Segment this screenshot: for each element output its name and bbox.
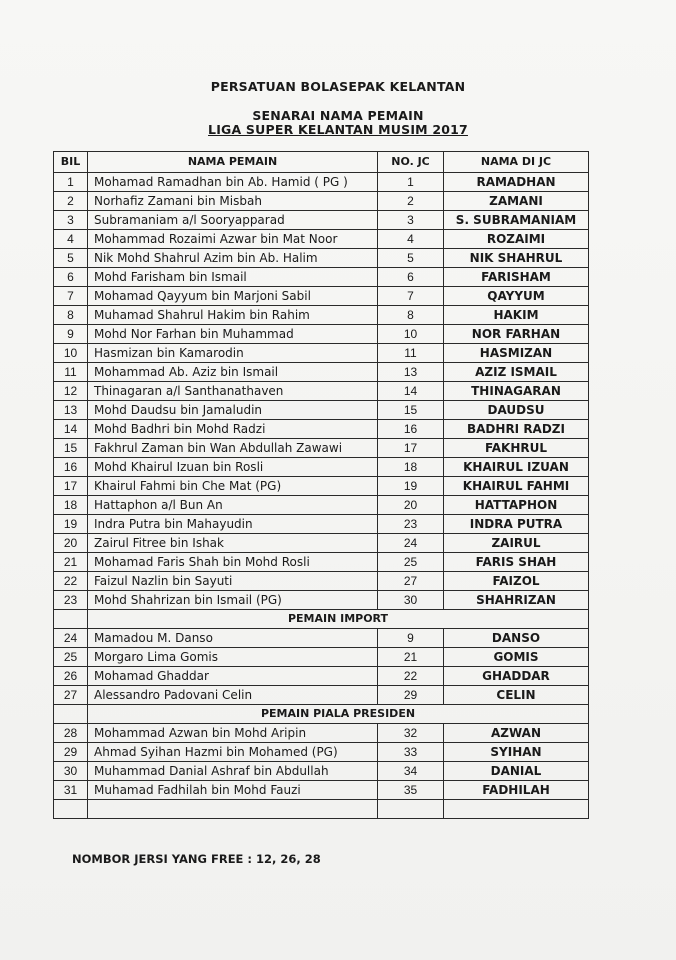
empty-row: [54, 800, 589, 819]
table-row: [54, 401, 589, 420]
player-name-cell: Mohammad Azwan bin Mohd Aripin: [88, 724, 378, 743]
presiden-section-row: [54, 705, 589, 724]
jersey-number-cell: 14: [378, 382, 444, 401]
table-row: [54, 363, 589, 382]
jersey-name-cell: DAUDSU: [444, 401, 589, 420]
player-name-cell: Khairul Fahmi bin Che Mat (PG): [88, 477, 378, 496]
player-number-cell: 20: [54, 534, 88, 553]
table-row: [54, 268, 589, 287]
list-title: SENARAI NAMA PEMAIN: [252, 108, 424, 123]
jersey-name-cell: ZAMANI: [444, 192, 589, 211]
player-name-cell: Mohammad Rozaimi Azwar bin Mat Noor: [88, 230, 378, 249]
organization-title: PERSATUAN BOLASEPAK KELANTAN: [210, 79, 466, 94]
table-row: [54, 496, 589, 515]
jersey-number-cell: 33: [378, 743, 444, 762]
jersey-number-cell: 29: [378, 686, 444, 705]
table-row: [54, 287, 589, 306]
import-section-row: [54, 610, 589, 629]
table-row: [54, 249, 589, 268]
player-name-cell: Mohd Shahrizan bin Ismail (PG): [88, 591, 378, 610]
player-name-cell: Mohamad Ramadhan bin Ab. Hamid ( PG ): [88, 173, 378, 192]
jersey-number-cell: 34: [378, 762, 444, 781]
jersey-name-cell: KHAIRUL IZUAN: [444, 458, 589, 477]
table-row: [54, 230, 589, 249]
table-row: [54, 477, 589, 496]
table-row: [54, 762, 589, 781]
jersey-name-cell: SYIHAN: [444, 743, 589, 762]
jersey-number-cell: 5: [378, 249, 444, 268]
player-name-cell: Alessandro Padovani Celin: [88, 686, 378, 705]
column-header-name: NAMA PEMAIN: [88, 152, 378, 173]
player-name-cell: Hasmizan bin Kamarodin: [88, 344, 378, 363]
player-number-cell: 25: [54, 648, 88, 667]
jersey-number-cell: 32: [378, 724, 444, 743]
jersey-number-cell: 27: [378, 572, 444, 591]
player-roster-table: [53, 151, 589, 819]
table-row: [54, 743, 589, 762]
jersey-number-cell: 20: [378, 496, 444, 515]
jersey-name-cell: INDRA PUTRA: [444, 515, 589, 534]
player-number-cell: 9: [54, 325, 88, 344]
jersey-number-cell: 19: [378, 477, 444, 496]
presiden-section-title: PEMAIN PIALA PRESIDEN: [88, 705, 589, 724]
empty-cell: [54, 800, 88, 819]
jersey-name-cell: NIK SHAHRUL: [444, 249, 589, 268]
empty-cell: [88, 800, 378, 819]
player-number-cell: 4: [54, 230, 88, 249]
jersey-name-cell: DANIAL: [444, 762, 589, 781]
player-name-cell: Nik Mohd Shahrul Azim bin Ab. Halim: [88, 249, 378, 268]
jersey-number-cell: 23: [378, 515, 444, 534]
player-number-cell: 12: [54, 382, 88, 401]
player-number-cell: 16: [54, 458, 88, 477]
jersey-number-cell: 11: [378, 344, 444, 363]
table-row: [54, 591, 589, 610]
empty-cell: [444, 800, 589, 819]
column-header-bil: BIL: [54, 152, 88, 173]
jersey-name-cell: FARISHAM: [444, 268, 589, 287]
jersey-name-cell: FAKHRUL: [444, 439, 589, 458]
player-name-cell: Muhammad Danial Ashraf bin Abdullah: [88, 762, 378, 781]
free-jersey-numbers: NOMBOR JERSI YANG FREE : 12, 26, 28: [72, 852, 321, 866]
empty-cell: [378, 800, 444, 819]
jersey-number-cell: 10: [378, 325, 444, 344]
player-number-cell: 26: [54, 667, 88, 686]
jersey-name-cell: RAMADHAN: [444, 173, 589, 192]
player-number-cell: 29: [54, 743, 88, 762]
jersey-number-cell: 9: [378, 629, 444, 648]
jersey-name-cell: HASMIZAN: [444, 344, 589, 363]
table-row: [54, 458, 589, 477]
player-number-cell: 28: [54, 724, 88, 743]
jersey-name-cell: SHAHRIZAN: [444, 591, 589, 610]
section-blank-cell: [54, 610, 88, 629]
jersey-number-cell: 25: [378, 553, 444, 572]
player-number-cell: 6: [54, 268, 88, 287]
table-row: [54, 534, 589, 553]
jersey-number-cell: 16: [378, 420, 444, 439]
table-body: [54, 173, 589, 819]
player-number-cell: 5: [54, 249, 88, 268]
jersey-name-cell: FAIZOL: [444, 572, 589, 591]
jersey-number-cell: 30: [378, 591, 444, 610]
table-row: [54, 686, 589, 705]
table-row: [54, 325, 589, 344]
player-number-cell: 10: [54, 344, 88, 363]
player-number-cell: 3: [54, 211, 88, 230]
table-row: [54, 724, 589, 743]
table-row: [54, 629, 589, 648]
import-section-title: PEMAIN IMPORT: [88, 610, 589, 629]
jersey-number-cell: 13: [378, 363, 444, 382]
player-name-cell: Fakhrul Zaman bin Wan Abdullah Zawawi: [88, 439, 378, 458]
jersey-number-cell: 35: [378, 781, 444, 800]
table-row: [54, 572, 589, 591]
table-row: [54, 420, 589, 439]
jersey-name-cell: HATTAPHON: [444, 496, 589, 515]
table-row: [54, 306, 589, 325]
jersey-number-cell: 4: [378, 230, 444, 249]
jersey-name-cell: CELIN: [444, 686, 589, 705]
jersey-number-cell: 6: [378, 268, 444, 287]
jersey-name-cell: HAKIM: [444, 306, 589, 325]
player-name-cell: Muhamad Shahrul Hakim bin Rahim: [88, 306, 378, 325]
player-number-cell: 7: [54, 287, 88, 306]
table-row: [54, 553, 589, 572]
player-number-cell: 27: [54, 686, 88, 705]
jersey-number-cell: 17: [378, 439, 444, 458]
table-header-row: [54, 152, 589, 173]
league-title: LIGA SUPER KELANTAN MUSIM 2017: [208, 122, 468, 137]
player-name-cell: Norhafiz Zamani bin Misbah: [88, 192, 378, 211]
player-number-cell: 31: [54, 781, 88, 800]
jersey-name-cell: FARIS SHAH: [444, 553, 589, 572]
table-row: [54, 781, 589, 800]
player-number-cell: 17: [54, 477, 88, 496]
player-name-cell: Mohd Daudsu bin Jamaludin: [88, 401, 378, 420]
jersey-name-cell: AZIZ ISMAIL: [444, 363, 589, 382]
player-name-cell: Mohd Khairul Izuan bin Rosli: [88, 458, 378, 477]
player-name-cell: Indra Putra bin Mahayudin: [88, 515, 378, 534]
player-number-cell: 18: [54, 496, 88, 515]
player-name-cell: Mohd Badhri bin Mohd Radzi: [88, 420, 378, 439]
player-name-cell: Mohd Nor Farhan bin Muhammad: [88, 325, 378, 344]
player-name-cell: Mohamad Faris Shah bin Mohd Rosli: [88, 553, 378, 572]
player-number-cell: 2: [54, 192, 88, 211]
player-number-cell: 1: [54, 173, 88, 192]
jersey-name-cell: DANSO: [444, 629, 589, 648]
player-name-cell: Morgaro Lima Gomis: [88, 648, 378, 667]
table-row: [54, 667, 589, 686]
player-number-cell: 30: [54, 762, 88, 781]
jersey-name-cell: NOR FARHAN: [444, 325, 589, 344]
player-name-cell: Mohammad Ab. Aziz bin Ismail: [88, 363, 378, 382]
player-name-cell: Mamadou M. Danso: [88, 629, 378, 648]
jersey-number-cell: 21: [378, 648, 444, 667]
jersey-name-cell: AZWAN: [444, 724, 589, 743]
jersey-name-cell: ZAIRUL: [444, 534, 589, 553]
section-blank-cell: [54, 705, 88, 724]
player-number-cell: 19: [54, 515, 88, 534]
player-number-cell: 23: [54, 591, 88, 610]
table-row: [54, 515, 589, 534]
player-number-cell: 8: [54, 306, 88, 325]
jersey-name-cell: BADHRI RADZI: [444, 420, 589, 439]
player-name-cell: Hattaphon a/l Bun An: [88, 496, 378, 515]
table-row: [54, 192, 589, 211]
player-name-cell: Mohd Farisham bin Ismail: [88, 268, 378, 287]
jersey-name-cell: S. SUBRAMANIAM: [444, 211, 589, 230]
column-header-no-jc: NO. JC: [378, 152, 444, 173]
player-name-cell: Mohamad Ghaddar: [88, 667, 378, 686]
table-row: [54, 648, 589, 667]
jersey-number-cell: 24: [378, 534, 444, 553]
table-row: [54, 173, 589, 192]
jersey-name-cell: KHAIRUL FAHMI: [444, 477, 589, 496]
jersey-name-cell: GOMIS: [444, 648, 589, 667]
table-row: [54, 382, 589, 401]
player-name-cell: Ahmad Syihan Hazmi bin Mohamed (PG): [88, 743, 378, 762]
jersey-number-cell: 8: [378, 306, 444, 325]
player-name-cell: Mohamad Qayyum bin Marjoni Sabil: [88, 287, 378, 306]
player-name-cell: Zairul Fitree bin Ishak: [88, 534, 378, 553]
jersey-number-cell: 15: [378, 401, 444, 420]
player-number-cell: 15: [54, 439, 88, 458]
column-header-jc-name: NAMA DI JC: [444, 152, 589, 173]
jersey-name-cell: QAYYUM: [444, 287, 589, 306]
player-number-cell: 13: [54, 401, 88, 420]
player-name-cell: Faizul Nazlin bin Sayuti: [88, 572, 378, 591]
jersey-number-cell: 3: [378, 211, 444, 230]
player-number-cell: 14: [54, 420, 88, 439]
jersey-number-cell: 22: [378, 667, 444, 686]
jersey-number-cell: 18: [378, 458, 444, 477]
table-row: [54, 344, 589, 363]
jersey-name-cell: THINAGARAN: [444, 382, 589, 401]
player-number-cell: 11: [54, 363, 88, 382]
player-name-cell: Muhamad Fadhilah bin Mohd Fauzi: [88, 781, 378, 800]
jersey-name-cell: FADHILAH: [444, 781, 589, 800]
player-number-cell: 24: [54, 629, 88, 648]
table-row: [54, 211, 589, 230]
player-name-cell: Subramaniam a/l Sooryapparad: [88, 211, 378, 230]
table-row: [54, 439, 589, 458]
jersey-number-cell: 1: [378, 173, 444, 192]
jersey-number-cell: 2: [378, 192, 444, 211]
jersey-number-cell: 7: [378, 287, 444, 306]
jersey-name-cell: ROZAIMI: [444, 230, 589, 249]
player-name-cell: Thinagaran a/l Santhanathaven: [88, 382, 378, 401]
player-number-cell: 21: [54, 553, 88, 572]
jersey-name-cell: GHADDAR: [444, 667, 589, 686]
player-number-cell: 22: [54, 572, 88, 591]
